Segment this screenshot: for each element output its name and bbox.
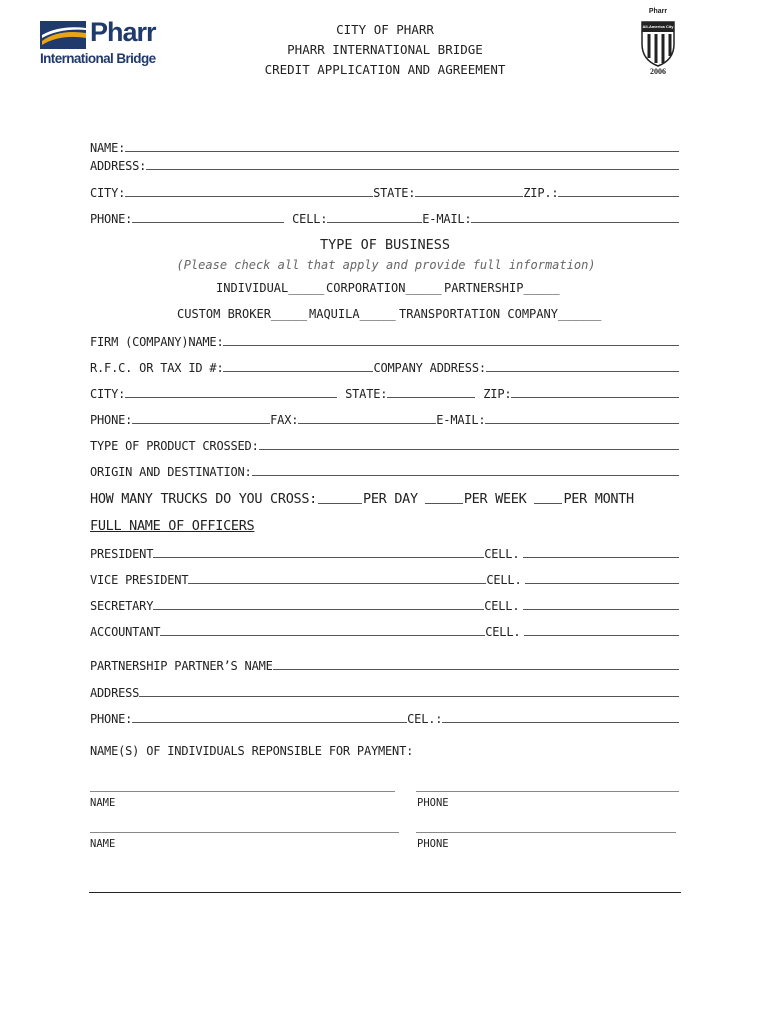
payment-phone-line-2[interactable] [416, 832, 676, 833]
product-row [90, 437, 679, 453]
partner-address-row [90, 684, 679, 700]
cell-field[interactable] [327, 222, 422, 223]
business-option-partnership[interactable]: PARTNERSHIP_____ [444, 281, 560, 295]
accountant-field[interactable] [160, 635, 485, 636]
city-state-zip-row [90, 184, 679, 200]
president-row [90, 545, 679, 561]
vice-president-cell-label: CELL. [486, 573, 522, 587]
rfc-row [90, 359, 679, 375]
logo-bridge-text: International Bridge [40, 51, 156, 66]
president-cell-label: CELL. [484, 547, 520, 561]
city-field[interactable] [125, 196, 373, 197]
partner-address-field[interactable] [139, 696, 679, 697]
business-option-transportation[interactable]: TRANSPORTATION COMPANY______ [399, 307, 602, 321]
firm-name-label: FIRM (COMPANY)NAME: [90, 335, 224, 349]
firm-state-label: STATE: [345, 387, 388, 401]
name-field[interactable] [125, 151, 679, 152]
trucks-question: HOW MANY TRUCKS DO YOU CROSS: [90, 491, 318, 507]
accountant-row [90, 623, 679, 639]
payment-phone-label-1: PHONE [417, 797, 449, 809]
vice-president-field[interactable] [188, 583, 486, 584]
accountant-cell-field[interactable] [524, 635, 679, 636]
vice-president-cell-field[interactable] [525, 583, 679, 584]
bridge-logo-icon [40, 21, 90, 51]
firm-state-field[interactable] [387, 397, 475, 398]
badge-year: 2006 [650, 67, 666, 76]
all-america-city-badge [640, 8, 676, 78]
company-address-field[interactable] [486, 371, 679, 372]
rfc-label: R.F.C. OR TAX ID #: [90, 361, 224, 375]
per-month-field[interactable] [534, 503, 562, 504]
business-option-custom-broker[interactable]: CUSTOM BROKER_____ [177, 307, 308, 321]
secretary-label: SECRETARY [90, 599, 154, 613]
firm-email-label: E-MAIL: [436, 413, 486, 427]
vice-president-row [90, 571, 679, 587]
pharr-bridge-logo [40, 18, 175, 68]
secretary-cell-label: CELL. [484, 599, 520, 613]
business-type-subtitle: (Please check all that apply and provide full information) [176, 258, 596, 272]
product-field[interactable] [259, 449, 679, 450]
bottom-divider [89, 892, 681, 893]
secretary-field[interactable] [153, 609, 484, 610]
name-row [90, 139, 679, 155]
officers-title: FULL NAME OF OFFICERS [90, 518, 255, 534]
accountant-label: ACCOUNTANT [90, 625, 161, 639]
firm-city-field[interactable] [125, 397, 337, 398]
per-week-field[interactable] [425, 503, 463, 504]
firm-fax-field[interactable] [298, 423, 436, 424]
secretary-row [90, 597, 679, 613]
firm-name-field[interactable] [223, 345, 679, 346]
badge-band-text: All-America City [642, 24, 674, 29]
phone-field[interactable] [132, 222, 284, 223]
vice-president-label: VICE PRESIDENT [90, 573, 189, 587]
phone-cell-email-row [90, 210, 679, 226]
zip-label: ZIP.: [523, 186, 559, 200]
per-week-label: PER WEEK [463, 491, 527, 507]
origin-label: ORIGIN AND DESTINATION: [90, 465, 252, 479]
company-address-label: COMPANY ADDRESS: [373, 361, 486, 375]
payment-phone-label-2: PHONE [417, 838, 449, 850]
firm-phone-field[interactable] [132, 423, 270, 424]
badge-top-text: Pharr [648, 8, 668, 15]
partner-cel-label: CEL.: [407, 712, 443, 726]
business-option-individual[interactable]: INDIVIDUAL_____ [216, 281, 325, 295]
email-field[interactable] [471, 222, 679, 223]
firm-zip-field[interactable] [511, 397, 679, 398]
phone-label: PHONE: [90, 212, 133, 226]
per-day-label: PER DAY [363, 491, 418, 507]
logo-pharr-text: Pharr [90, 17, 156, 47]
payment-name-label-1: NAME [90, 797, 116, 809]
president-label: PRESIDENT [90, 547, 154, 561]
partner-phone-label: PHONE: [90, 712, 133, 726]
partner-name-label: PARTNERSHIP PARTNER’S NAME [90, 659, 273, 673]
email-label: E-MAIL: [422, 212, 472, 226]
partner-phone-row [90, 710, 679, 726]
partner-name-field[interactable] [273, 669, 679, 670]
firm-city-row [90, 385, 679, 401]
partner-address-label: ADDRESS [90, 686, 140, 700]
firm-city-label: CITY: [90, 387, 126, 401]
state-field[interactable] [415, 196, 523, 197]
firm-email-field[interactable] [485, 423, 679, 424]
rfc-field[interactable] [223, 371, 373, 372]
header-bridge: PHARR INTERNATIONAL BRIDGE [287, 42, 483, 57]
header-city: CITY OF PHARR [336, 22, 434, 37]
state-label: STATE: [373, 186, 416, 200]
president-cell-field[interactable] [523, 557, 679, 558]
business-option-maquila[interactable]: MAQUILA_____ [309, 307, 396, 321]
address-field[interactable] [146, 169, 679, 170]
per-day-field[interactable] [318, 503, 362, 504]
zip-field[interactable] [558, 196, 679, 197]
address-row [90, 157, 679, 173]
business-type-title: TYPE OF BUSINESS [319, 237, 451, 253]
city-label: CITY: [90, 186, 126, 200]
partner-name-row [90, 657, 679, 673]
per-month-label: PER MONTH [563, 491, 634, 507]
cell-label: CELL: [292, 212, 328, 226]
partner-phone-field[interactable] [132, 722, 407, 723]
firm-name-row [90, 333, 679, 349]
payment-phone-line-1[interactable] [416, 791, 679, 792]
product-label: TYPE OF PRODUCT CROSSED: [90, 439, 259, 453]
origin-row [90, 463, 679, 479]
origin-field[interactable] [252, 475, 679, 476]
address-label: ADDRESS: [90, 159, 147, 173]
firm-phone-label: PHONE: [90, 413, 133, 427]
business-option-corporation[interactable]: CORPORATION_____ [326, 281, 442, 295]
accountant-cell-label: CELL. [485, 625, 521, 639]
president-field[interactable] [153, 557, 484, 558]
payment-name-label-2: NAME [90, 838, 116, 850]
trucks-row [90, 489, 634, 507]
partner-cel-field[interactable] [442, 722, 679, 723]
payment-name-line-1[interactable] [90, 791, 395, 792]
header-title: CREDIT APPLICATION AND AGREEMENT [264, 62, 506, 77]
name-label: NAME: [90, 141, 126, 155]
firm-zip-label: ZIP: [483, 387, 512, 401]
secretary-cell-field[interactable] [523, 609, 679, 610]
payment-name-line-2[interactable] [90, 832, 399, 833]
firm-phone-row [90, 411, 679, 427]
payment-title: NAME(S) OF INDIVIDUALS REPONSIBLE FOR PAYMENT: [90, 744, 414, 758]
firm-fax-label: FAX: [270, 413, 299, 427]
